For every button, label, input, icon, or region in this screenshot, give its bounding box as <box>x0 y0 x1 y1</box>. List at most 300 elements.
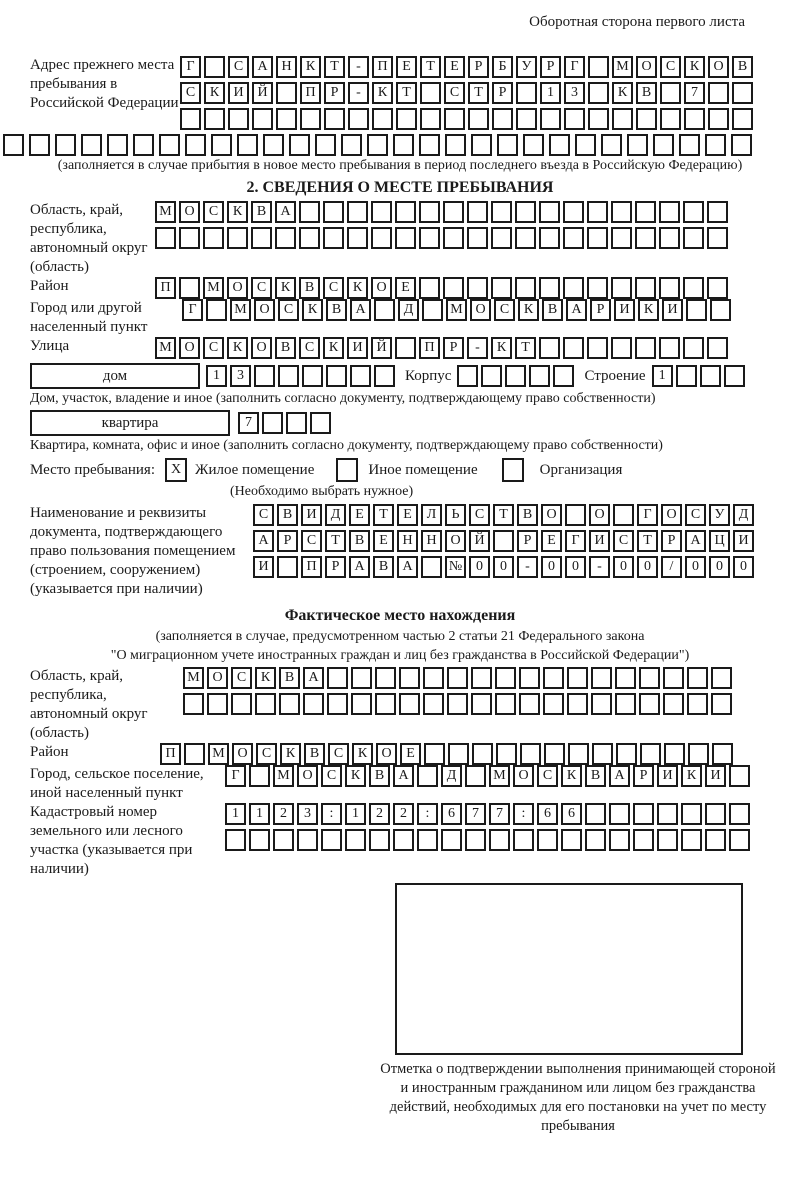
char-box[interactable]: 1 <box>540 82 561 104</box>
char-box[interactable] <box>444 108 465 130</box>
char-box[interactable] <box>659 201 680 223</box>
char-box[interactable] <box>505 365 526 387</box>
char-box[interactable] <box>587 337 608 359</box>
char-box[interactable]: 6 <box>537 803 558 825</box>
char-box[interactable]: О <box>251 337 272 359</box>
char-box[interactable] <box>395 227 416 249</box>
char-box[interactable]: В <box>542 299 563 321</box>
char-box[interactable] <box>688 743 709 765</box>
char-box[interactable] <box>520 743 541 765</box>
char-box[interactable]: М <box>155 337 176 359</box>
char-box[interactable]: С <box>203 337 224 359</box>
char-box[interactable]: А <box>566 299 587 321</box>
char-box[interactable] <box>564 108 585 130</box>
char-box[interactable]: Е <box>373 530 394 552</box>
char-box[interactable]: С <box>253 504 274 526</box>
char-box[interactable] <box>395 201 416 223</box>
char-box[interactable]: Е <box>396 56 417 78</box>
checkbox-residential[interactable]: X <box>165 458 187 482</box>
char-box[interactable]: Т <box>396 82 417 104</box>
char-box[interactable]: М <box>446 299 467 321</box>
char-box[interactable] <box>553 365 574 387</box>
char-box[interactable] <box>289 134 310 156</box>
char-box[interactable]: Г <box>225 765 246 787</box>
char-box[interactable] <box>225 829 246 851</box>
char-box[interactable] <box>275 227 296 249</box>
char-box[interactable]: Р <box>492 82 513 104</box>
char-box[interactable]: 1 <box>225 803 246 825</box>
char-box[interactable]: С <box>537 765 558 787</box>
char-box[interactable]: С <box>301 530 322 552</box>
char-box[interactable] <box>496 743 517 765</box>
char-box[interactable] <box>278 365 299 387</box>
char-box[interactable] <box>729 829 750 851</box>
char-box[interactable] <box>231 693 252 715</box>
char-box[interactable]: Е <box>444 56 465 78</box>
char-box[interactable] <box>465 765 486 787</box>
char-box[interactable] <box>179 277 200 299</box>
char-box[interactable] <box>613 504 634 526</box>
char-box[interactable] <box>516 108 537 130</box>
char-box[interactable]: К <box>345 765 366 787</box>
char-box[interactable] <box>185 134 206 156</box>
char-box[interactable] <box>350 365 371 387</box>
char-box[interactable] <box>601 134 622 156</box>
char-box[interactable]: О <box>661 504 682 526</box>
char-box[interactable] <box>443 201 464 223</box>
char-box[interactable]: 0 <box>493 556 514 578</box>
char-box[interactable]: А <box>393 765 414 787</box>
char-box[interactable]: 0 <box>733 556 754 578</box>
char-box[interactable] <box>227 227 248 249</box>
char-box[interactable]: С <box>278 299 299 321</box>
char-box[interactable] <box>323 227 344 249</box>
char-box[interactable]: Й <box>469 530 490 552</box>
char-box[interactable] <box>107 134 128 156</box>
char-box[interactable] <box>529 365 550 387</box>
char-box[interactable]: А <box>350 299 371 321</box>
char-box[interactable]: Д <box>733 504 754 526</box>
char-box[interactable] <box>422 299 443 321</box>
char-box[interactable]: 3 <box>297 803 318 825</box>
char-box[interactable] <box>299 201 320 223</box>
char-box[interactable]: Р <box>324 82 345 104</box>
char-box[interactable]: Д <box>325 504 346 526</box>
char-box[interactable] <box>351 693 372 715</box>
char-box[interactable] <box>686 299 707 321</box>
char-box[interactable] <box>492 108 513 130</box>
char-box[interactable]: М <box>203 277 224 299</box>
char-box[interactable]: Р <box>661 530 682 552</box>
char-box[interactable]: С <box>494 299 515 321</box>
char-box[interactable]: К <box>561 765 582 787</box>
char-box[interactable]: 2 <box>393 803 414 825</box>
char-box[interactable] <box>497 134 518 156</box>
char-box[interactable] <box>561 829 582 851</box>
char-box[interactable]: / <box>661 556 682 578</box>
char-box[interactable] <box>211 134 232 156</box>
char-box[interactable] <box>237 134 258 156</box>
char-box[interactable]: И <box>589 530 610 552</box>
char-box[interactable] <box>180 108 201 130</box>
char-box[interactable]: О <box>445 530 466 552</box>
char-box[interactable] <box>262 412 283 434</box>
char-box[interactable]: 1 <box>345 803 366 825</box>
char-box[interactable] <box>183 693 204 715</box>
char-box[interactable] <box>179 227 200 249</box>
char-box[interactable] <box>367 134 388 156</box>
char-box[interactable] <box>348 108 369 130</box>
char-box[interactable]: 7 <box>489 803 510 825</box>
char-box[interactable]: 6 <box>561 803 582 825</box>
char-box[interactable] <box>81 134 102 156</box>
char-box[interactable] <box>471 667 492 689</box>
char-box[interactable] <box>587 201 608 223</box>
char-box[interactable] <box>591 667 612 689</box>
checkbox-organization[interactable] <box>502 458 524 482</box>
char-box[interactable]: О <box>207 667 228 689</box>
char-box[interactable]: О <box>227 277 248 299</box>
char-box[interactable] <box>732 108 753 130</box>
char-box[interactable] <box>423 667 444 689</box>
char-box[interactable]: И <box>657 765 678 787</box>
char-box[interactable] <box>491 201 512 223</box>
char-box[interactable] <box>679 134 700 156</box>
char-box[interactable]: О <box>254 299 275 321</box>
char-box[interactable] <box>588 82 609 104</box>
char-box[interactable]: Т <box>637 530 658 552</box>
char-box[interactable] <box>203 227 224 249</box>
char-box[interactable] <box>420 108 441 130</box>
char-box[interactable]: С <box>251 277 272 299</box>
char-box[interactable]: Т <box>515 337 536 359</box>
char-box[interactable] <box>539 201 560 223</box>
char-box[interactable] <box>683 277 704 299</box>
char-box[interactable] <box>249 765 270 787</box>
char-box[interactable] <box>549 134 570 156</box>
char-box[interactable] <box>321 829 342 851</box>
char-box[interactable] <box>687 667 708 689</box>
char-box[interactable] <box>184 743 205 765</box>
char-box[interactable]: 1 <box>206 365 227 387</box>
char-box[interactable]: Т <box>325 530 346 552</box>
char-box[interactable]: 0 <box>685 556 706 578</box>
char-box[interactable]: О <box>179 337 200 359</box>
char-box[interactable] <box>471 134 492 156</box>
char-box[interactable] <box>653 134 674 156</box>
char-box[interactable]: 0 <box>541 556 562 578</box>
char-box[interactable]: В <box>585 765 606 787</box>
char-box[interactable]: 0 <box>709 556 730 578</box>
char-box[interactable] <box>700 365 721 387</box>
char-box[interactable]: М <box>155 201 176 223</box>
char-box[interactable] <box>683 337 704 359</box>
char-box[interactable]: К <box>372 82 393 104</box>
char-box[interactable] <box>420 82 441 104</box>
char-box[interactable]: К <box>302 299 323 321</box>
char-box[interactable]: В <box>299 277 320 299</box>
char-box[interactable] <box>254 365 275 387</box>
char-box[interactable]: О <box>541 504 562 526</box>
char-box[interactable] <box>472 743 493 765</box>
char-box[interactable]: Н <box>397 530 418 552</box>
char-box[interactable] <box>515 227 536 249</box>
char-box[interactable]: М <box>612 56 633 78</box>
char-box[interactable]: С <box>660 56 681 78</box>
char-box[interactable]: 2 <box>369 803 390 825</box>
char-box[interactable] <box>724 365 745 387</box>
char-box[interactable] <box>519 693 540 715</box>
char-box[interactable] <box>300 108 321 130</box>
char-box[interactable]: В <box>349 530 370 552</box>
char-box[interactable]: Т <box>493 504 514 526</box>
char-box[interactable]: - <box>348 82 369 104</box>
char-box[interactable] <box>563 227 584 249</box>
char-box[interactable] <box>276 82 297 104</box>
char-box[interactable]: : <box>321 803 342 825</box>
char-box[interactable]: Т <box>373 504 394 526</box>
char-box[interactable] <box>417 829 438 851</box>
char-box[interactable] <box>616 743 637 765</box>
char-box[interactable] <box>565 504 586 526</box>
char-box[interactable] <box>491 277 512 299</box>
char-box[interactable]: - <box>589 556 610 578</box>
char-box[interactable] <box>660 108 681 130</box>
checkbox-other-premises[interactable] <box>336 458 358 482</box>
char-box[interactable]: И <box>662 299 683 321</box>
char-box[interactable] <box>659 227 680 249</box>
char-box[interactable]: К <box>491 337 512 359</box>
char-box[interactable] <box>563 277 584 299</box>
char-box[interactable]: Е <box>349 504 370 526</box>
char-box[interactable]: Р <box>443 337 464 359</box>
char-box[interactable] <box>481 365 502 387</box>
char-box[interactable]: В <box>304 743 325 765</box>
char-box[interactable] <box>251 227 272 249</box>
char-box[interactable] <box>633 803 654 825</box>
char-box[interactable]: Г <box>182 299 203 321</box>
char-box[interactable] <box>206 299 227 321</box>
char-box[interactable] <box>585 829 606 851</box>
char-box[interactable] <box>627 134 648 156</box>
char-box[interactable]: И <box>614 299 635 321</box>
char-box[interactable] <box>681 803 702 825</box>
char-box[interactable]: 0 <box>565 556 586 578</box>
char-box[interactable] <box>539 277 560 299</box>
char-box[interactable]: К <box>612 82 633 104</box>
char-box[interactable] <box>563 201 584 223</box>
char-box[interactable]: Р <box>590 299 611 321</box>
char-box[interactable] <box>395 337 416 359</box>
char-box[interactable] <box>369 829 390 851</box>
char-box[interactable] <box>732 82 753 104</box>
char-box[interactable]: К <box>352 743 373 765</box>
char-box[interactable] <box>657 829 678 851</box>
char-box[interactable] <box>592 743 613 765</box>
char-box[interactable] <box>612 108 633 130</box>
char-box[interactable] <box>327 667 348 689</box>
char-box[interactable] <box>659 337 680 359</box>
char-box[interactable]: О <box>371 277 392 299</box>
char-box[interactable]: 7 <box>238 412 259 434</box>
char-box[interactable]: 7 <box>684 82 705 104</box>
char-box[interactable]: Г <box>637 504 658 526</box>
char-box[interactable]: М <box>273 765 294 787</box>
char-box[interactable] <box>563 337 584 359</box>
char-box[interactable]: А <box>253 530 274 552</box>
char-box[interactable] <box>567 667 588 689</box>
char-box[interactable] <box>729 803 750 825</box>
char-box[interactable] <box>323 201 344 223</box>
char-box[interactable] <box>491 227 512 249</box>
char-box[interactable] <box>657 803 678 825</box>
char-box[interactable] <box>299 227 320 249</box>
char-box[interactable] <box>515 277 536 299</box>
char-box[interactable] <box>585 803 606 825</box>
char-box[interactable] <box>419 277 440 299</box>
char-box[interactable] <box>393 829 414 851</box>
char-box[interactable] <box>684 108 705 130</box>
char-box[interactable] <box>544 743 565 765</box>
char-box[interactable] <box>708 108 729 130</box>
char-box[interactable] <box>489 829 510 851</box>
char-box[interactable]: Д <box>441 765 462 787</box>
char-box[interactable] <box>315 134 336 156</box>
char-box[interactable]: А <box>275 201 296 223</box>
char-box[interactable] <box>588 108 609 130</box>
char-box[interactable] <box>297 829 318 851</box>
char-box[interactable] <box>249 829 270 851</box>
char-box[interactable]: И <box>253 556 274 578</box>
char-box[interactable]: С <box>256 743 277 765</box>
char-box[interactable]: А <box>609 765 630 787</box>
char-box[interactable]: С <box>203 201 224 223</box>
char-box[interactable]: 0 <box>613 556 634 578</box>
char-box[interactable] <box>374 365 395 387</box>
char-box[interactable] <box>286 412 307 434</box>
char-box[interactable]: : <box>417 803 438 825</box>
char-box[interactable]: К <box>681 765 702 787</box>
char-box[interactable] <box>710 299 731 321</box>
char-box[interactable] <box>467 277 488 299</box>
char-box[interactable] <box>457 365 478 387</box>
char-box[interactable] <box>396 108 417 130</box>
char-box[interactable]: О <box>589 504 610 526</box>
char-box[interactable]: Н <box>421 530 442 552</box>
char-box[interactable]: Е <box>541 530 562 552</box>
char-box[interactable] <box>351 667 372 689</box>
char-box[interactable]: 3 <box>230 365 251 387</box>
char-box[interactable]: П <box>155 277 176 299</box>
char-box[interactable] <box>681 829 702 851</box>
char-box[interactable] <box>375 693 396 715</box>
char-box[interactable] <box>611 337 632 359</box>
char-box[interactable] <box>327 693 348 715</box>
char-box[interactable]: В <box>279 667 300 689</box>
char-box[interactable]: С <box>323 277 344 299</box>
char-box[interactable]: Р <box>468 56 489 78</box>
char-box[interactable]: Т <box>468 82 489 104</box>
char-box[interactable] <box>676 365 697 387</box>
char-box[interactable] <box>347 227 368 249</box>
char-box[interactable]: Р <box>633 765 654 787</box>
char-box[interactable]: Г <box>564 56 585 78</box>
char-box[interactable]: Р <box>277 530 298 552</box>
char-box[interactable]: 0 <box>637 556 658 578</box>
char-box[interactable] <box>326 365 347 387</box>
char-box[interactable] <box>310 412 331 434</box>
char-box[interactable]: В <box>732 56 753 78</box>
char-box[interactable]: Д <box>398 299 419 321</box>
char-box[interactable] <box>399 667 420 689</box>
char-box[interactable]: Б <box>492 56 513 78</box>
char-box[interactable] <box>419 201 440 223</box>
char-box[interactable] <box>467 201 488 223</box>
char-box[interactable] <box>683 227 704 249</box>
char-box[interactable] <box>711 693 732 715</box>
char-box[interactable] <box>419 227 440 249</box>
char-box[interactable]: Р <box>517 530 538 552</box>
char-box[interactable] <box>468 108 489 130</box>
char-box[interactable] <box>516 82 537 104</box>
char-box[interactable] <box>587 277 608 299</box>
char-box[interactable] <box>424 743 445 765</box>
char-box[interactable]: Т <box>420 56 441 78</box>
char-box[interactable]: - <box>517 556 538 578</box>
char-box[interactable] <box>347 201 368 223</box>
char-box[interactable] <box>639 693 660 715</box>
char-box[interactable] <box>707 337 728 359</box>
char-box[interactable]: Ь <box>445 504 466 526</box>
char-box[interactable]: И <box>301 504 322 526</box>
char-box[interactable]: Н <box>276 56 297 78</box>
char-box[interactable]: О <box>708 56 729 78</box>
char-box[interactable] <box>155 227 176 249</box>
char-box[interactable]: К <box>518 299 539 321</box>
char-box[interactable] <box>277 556 298 578</box>
char-box[interactable] <box>371 201 392 223</box>
char-box[interactable] <box>588 56 609 78</box>
char-box[interactable]: С <box>469 504 490 526</box>
char-box[interactable]: М <box>208 743 229 765</box>
char-box[interactable]: О <box>636 56 657 78</box>
char-box[interactable] <box>228 108 249 130</box>
char-box[interactable] <box>341 134 362 156</box>
char-box[interactable] <box>663 693 684 715</box>
char-box[interactable]: В <box>251 201 272 223</box>
char-box[interactable] <box>615 693 636 715</box>
char-box[interactable]: У <box>516 56 537 78</box>
char-box[interactable]: М <box>230 299 251 321</box>
char-box[interactable]: К <box>280 743 301 765</box>
char-box[interactable] <box>707 277 728 299</box>
char-box[interactable] <box>393 134 414 156</box>
char-box[interactable]: К <box>347 277 368 299</box>
char-box[interactable]: В <box>277 504 298 526</box>
char-box[interactable]: С <box>444 82 465 104</box>
char-box[interactable] <box>448 743 469 765</box>
char-box[interactable]: Г <box>565 530 586 552</box>
char-box[interactable]: 7 <box>465 803 486 825</box>
char-box[interactable] <box>303 693 324 715</box>
char-box[interactable] <box>421 556 442 578</box>
char-box[interactable] <box>204 108 225 130</box>
char-box[interactable] <box>543 693 564 715</box>
char-box[interactable]: С <box>228 56 249 78</box>
char-box[interactable] <box>252 108 273 130</box>
char-box[interactable]: В <box>369 765 390 787</box>
char-box[interactable] <box>55 134 76 156</box>
